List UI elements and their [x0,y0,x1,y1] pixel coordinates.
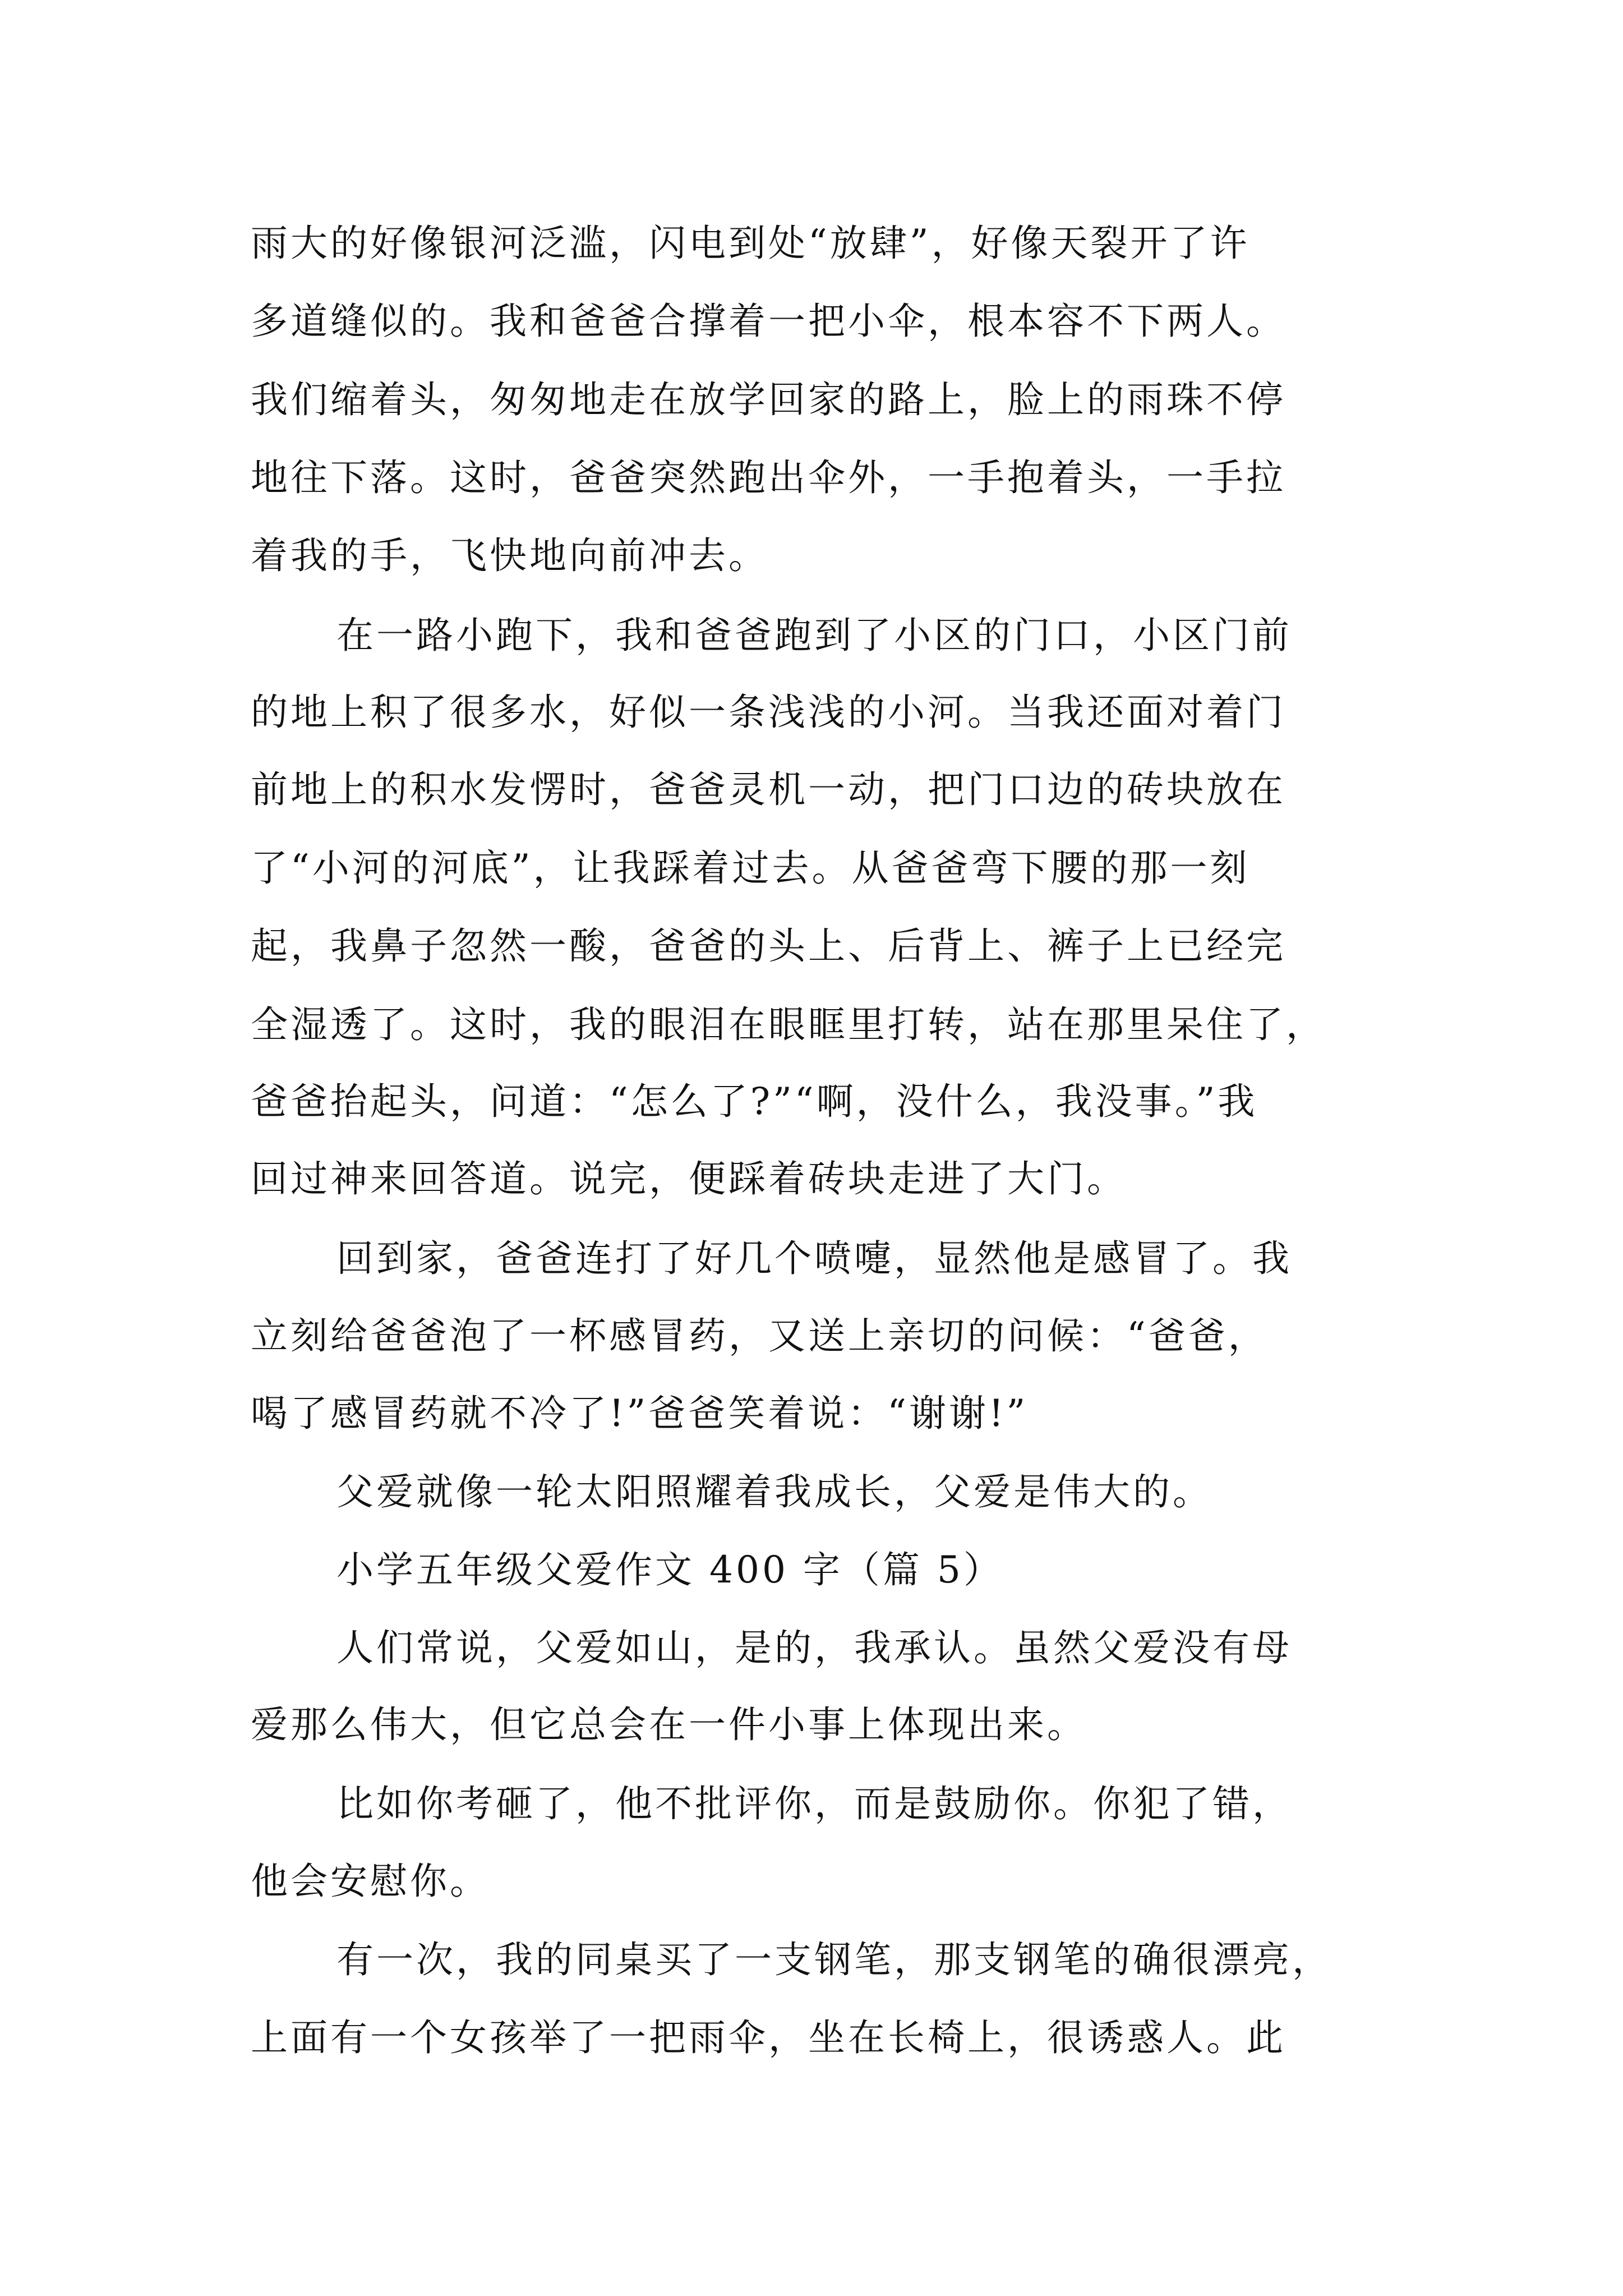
text-line: 爱那么伟大，但它总会在一件小事上体现出来。 [251,1703,1087,1746]
text-line: 雨大的好像银河泛滥，闪电到处“放肆”，好像天裂开了许 [251,222,1250,265]
text-line: 起，我鼻子忽然一酸，爸爸的头上、后背上、裤子上已经完 [251,924,1286,968]
text-line: 全湿透了。这时，我的眼泪在眼眶里打转，站在那里呆住了， [251,1003,1326,1046]
text-line: 了“小河的河底”，让我踩着过去。从爸爸弯下腰的那一刻 [251,846,1250,890]
paragraph-first-line: 父爱就像一轮太阳照耀着我成长，父爱是伟大的。 [336,1470,1212,1513]
text-line: 爸爸抬起头，问道：“怎么了?”“啊，没什么，我没事。”我 [251,1080,1258,1123]
text-line: 地往下落。这时，爸爸突然跑出伞外，一手抱着头，一手拉 [251,456,1286,499]
text-line: 的地上积了很多水，好似一条浅浅的小河。当我还面对着门 [251,691,1286,734]
text-line: 喝了感冒药就不冷了!”爸爸笑着说：“谢谢!” [251,1392,1029,1435]
paragraph-first-line: 比如你考砸了，他不批评你，而是鼓励你。你犯了错， [336,1782,1292,1825]
text-line: 回过神来回答道。说完，便踩着砖块走进了大门。 [251,1157,1127,1200]
text-line: 多道缝似的。我和爸爸合撑着一把小伞，根本容不下两人。 [251,300,1286,343]
paragraph-first-line: 在一路小跑下，我和爸爸跑到了小区的门口，小区门前 [336,614,1292,657]
text-line: 立刻给爸爸泡了一杯感冒药，又送上亲切的问候：“爸爸， [251,1314,1268,1358]
paragraph-first-line: 人们常说，父爱如山，是的，我承认。虽然父爱没有母 [336,1626,1292,1669]
text-line: 着我的手，飞快地向前冲去。 [251,534,768,577]
section-heading: 小学五年级父爱作文 400 字（篇 5） [336,1548,1003,1591]
text-line: 我们缩着头，匆匆地走在放学回家的路上，脸上的雨珠不停 [251,378,1286,421]
text-line: 他会安慰你。 [251,1860,490,1903]
paragraph-first-line: 有一次，我的同桌买了一支钢笔，那支钢笔的确很漂亮， [336,1938,1332,1981]
text-line: 前地上的积水发愣时，爸爸灵机一动，把门口边的砖块放在 [251,768,1286,811]
paragraph-first-line: 回到家，爸爸连打了好几个喷嚏，显然他是感冒了。我 [336,1237,1292,1280]
text-line: 上面有一个女孩举了一把雨伞，坐在长椅上，很诱惑人。此 [251,2016,1286,2059]
